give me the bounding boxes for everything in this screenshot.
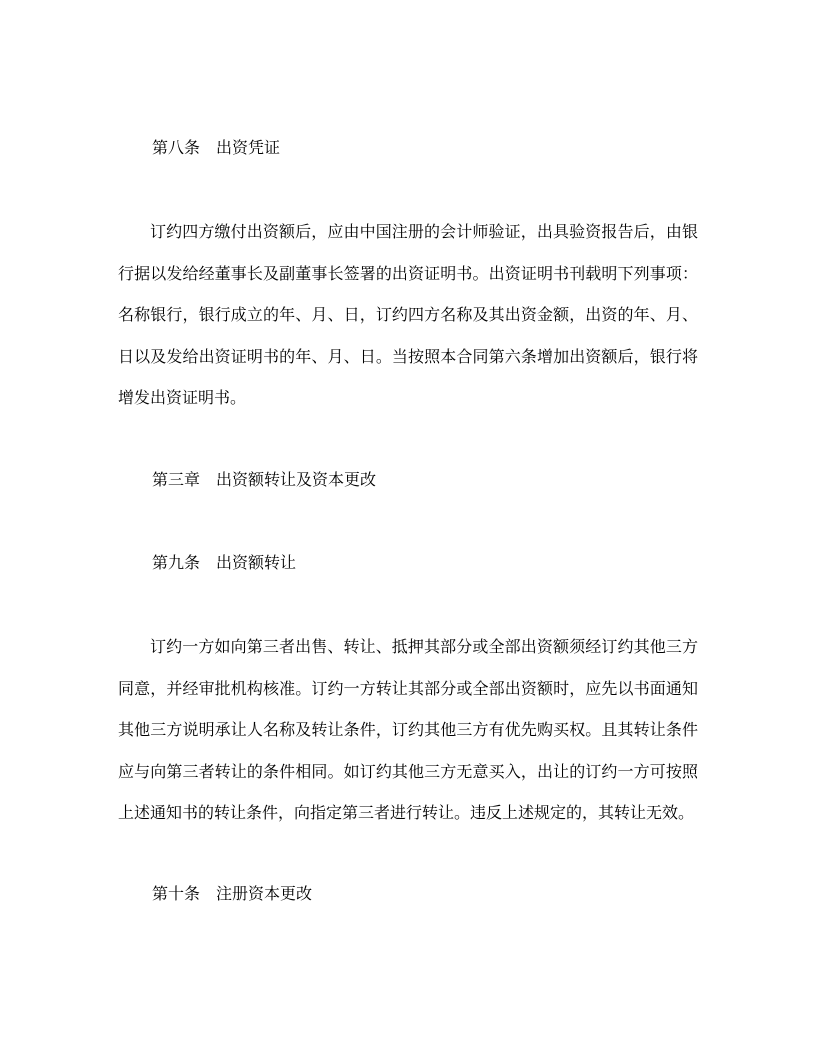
article-9-heading: 第九条 出资额转让 xyxy=(152,553,297,572)
article-10-heading: 第十条 注册资本更改 xyxy=(152,884,313,903)
article-8-heading: 第八条 出资凭证 xyxy=(152,138,281,157)
article-8-body: 订约四方缴付出资额后，应由中国注册的会计师验证，出具验资报告后，由银行据以发给经董事长及副董事长签署的出资证明书。出资证明书刊载明下列事项：名称银行，银行成立的年、月、日，订约四方名称及其出资金额，出资的年、月、日以及发给出资证明书的年、月、日。当按照本合同第六条增加出资额后，银行将增发出资证明书。 xyxy=(118,222,698,407)
article-9-body: 订约一方如向第三者出售、转让、抵押其部分或全部出资额须经订约其他三方同意，并经审批机构核准。订约一方转让其部分或全部出资额时，应先以书面通知其他三方说明承让人名称及转让条件，订约其他三方有优先购买权。且其转让条件应与向第三者转让的条件相同。如订约其他三方无意买入，出让的订约一方可按照上述通知书的转让条件，向指定第三者进行转让。违反上述规定的，其转让无效。 xyxy=(118,637,698,822)
chapter-3-heading: 第三章 出资额转让及资本更改 xyxy=(152,470,377,489)
